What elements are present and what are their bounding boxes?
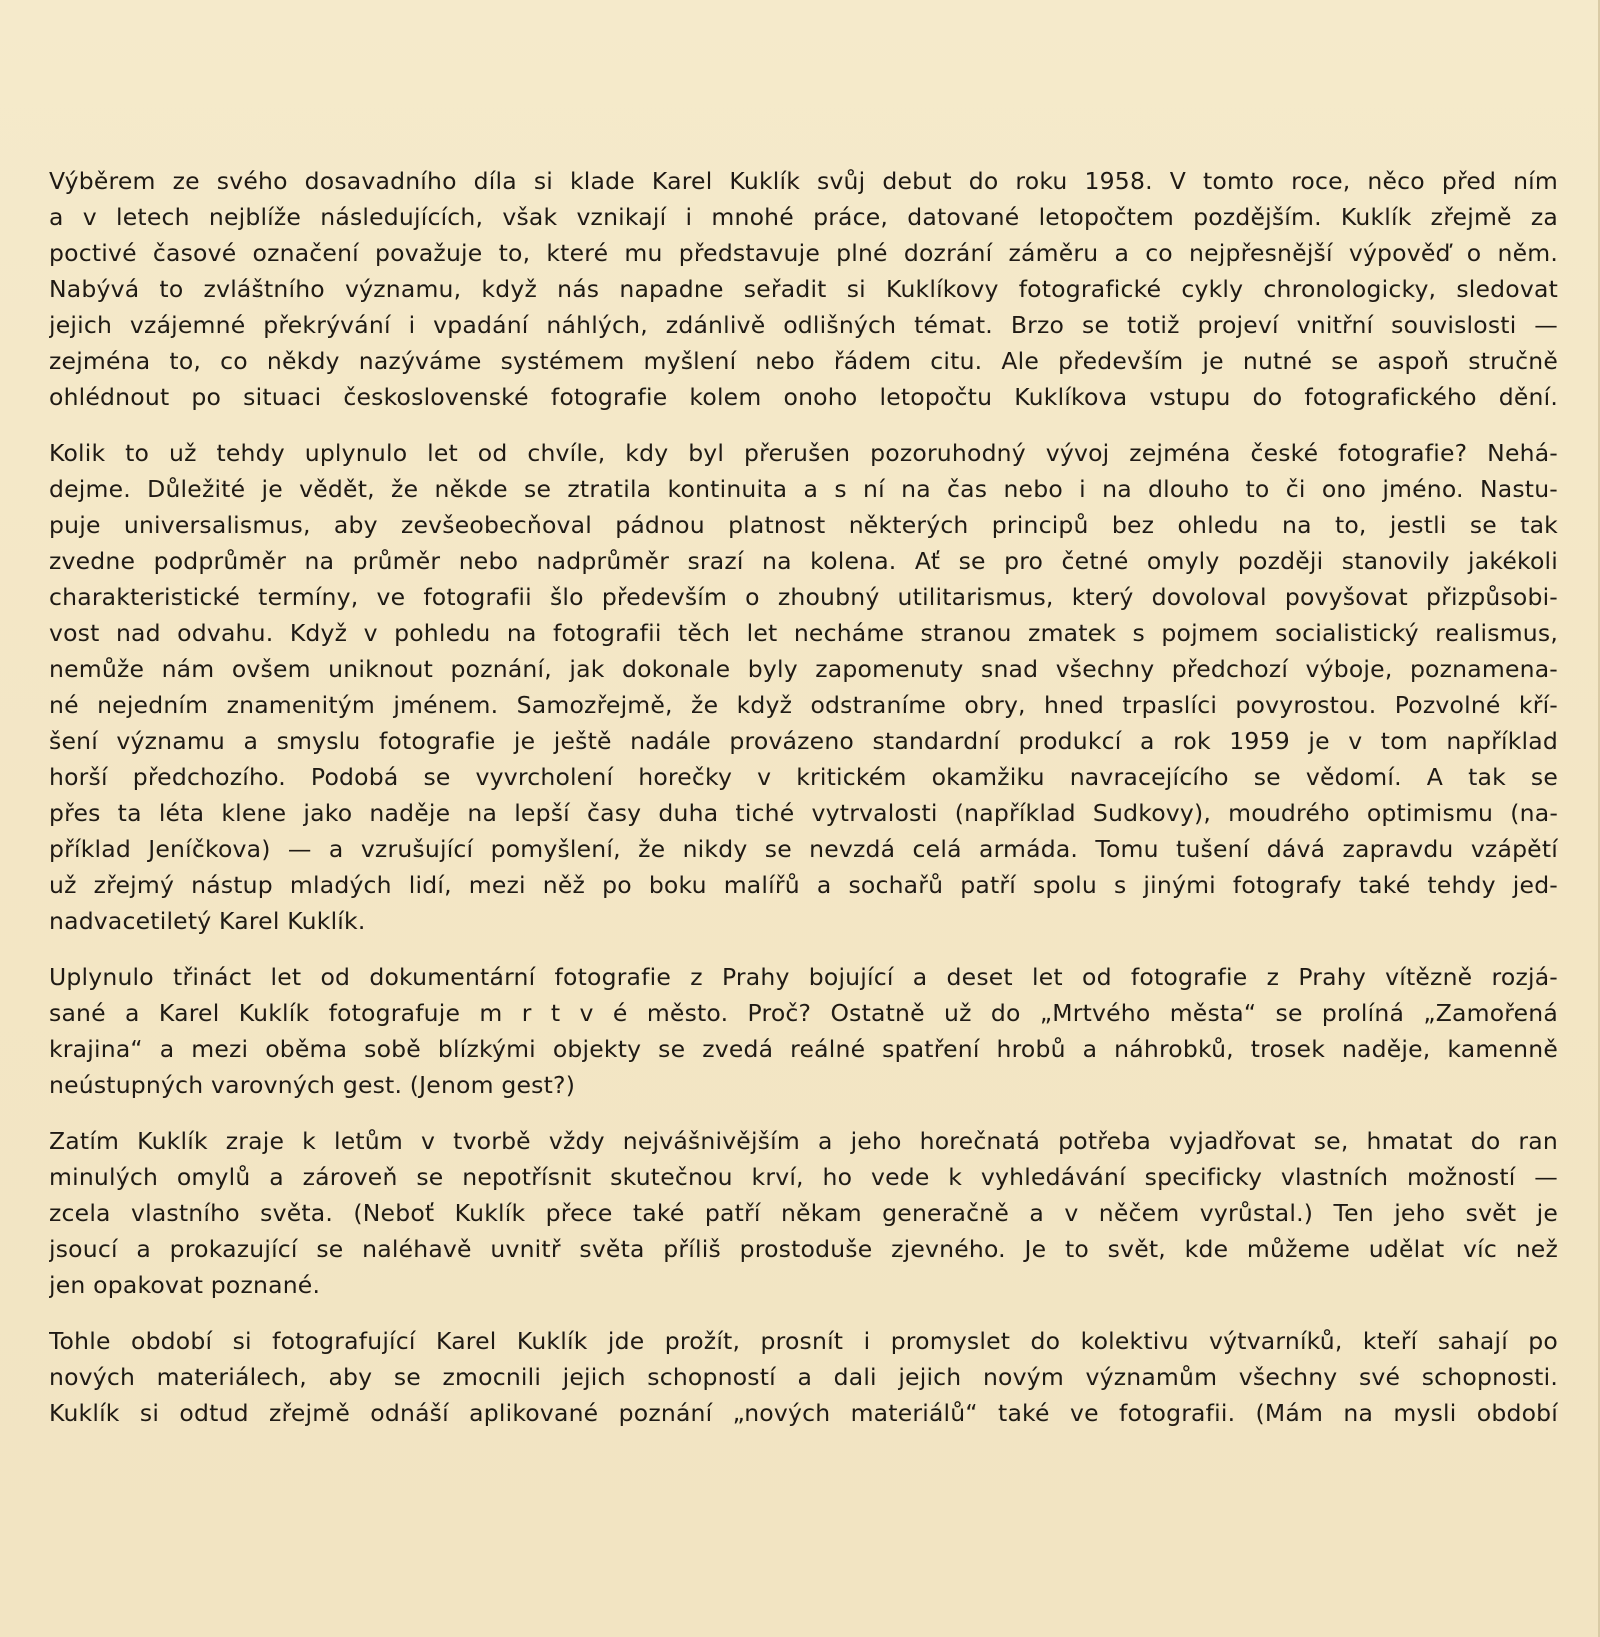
text-line: Kolik to už tehdy uplynulo let od chvíle, kdy byl přerušen pozoruhodný vývoj zejména české fotografie? Nehá- bbox=[49, 439, 1558, 467]
paragraph-3 bbox=[49, 959, 1558, 1103]
paragraph-4 bbox=[49, 1123, 1558, 1303]
text-line: zcela vlastního světa. (Neboť Kuklík přece také patří někam generačně a v něčem vyrůstal.) Ten jeho svět je bbox=[49, 1199, 1558, 1227]
text-line: krajina“ a mezi oběma sobě blízkými objekty se zvedá reálné spatření hrobů a náhrobků, trosek naděje, kamenně bbox=[49, 1035, 1558, 1063]
text-line: zvedne podprůměr na průměr nebo nadprůměr srazí na kolena. Ať se pro četné omyly později stanovily jakékoli bbox=[49, 547, 1558, 575]
text-line: poctivé časové označení považuje to, které mu představuje plné dozrání záměru a co nejpřesnější výpověď o něm. bbox=[49, 239, 1558, 267]
text-line: minulých omylů a zároveň se nepotřísnit skutečnou krví, ho vede k vyhledávání specificky vlastních možností — bbox=[49, 1163, 1558, 1191]
text-line: jen opakovat poznané. bbox=[49, 1271, 321, 1299]
text-line: Výběrem ze svého dosavadního díla si klade Karel Kuklík svůj debut do roku 1958. V tomto roce, něco před ním bbox=[49, 167, 1558, 195]
text-line: puje universalismus, aby zevšeobecňoval pádnou platnost některých principů bez ohledu na to, jestli se tak bbox=[49, 511, 1558, 539]
text-line: přes ta léta klene jako naděje na lepší časy duha tiché vytrvalosti (například Sudkovy), moudrého optimismu (na- bbox=[49, 799, 1558, 827]
text-line: už zřejmý nástup mladých lidí, mezi něž po boku malířů a sochařů patří spolu s jinými fotografy také tehdy jed- bbox=[49, 871, 1558, 899]
text-line: Uplynulo třináct let od dokumentární fotografie z Prahy bojující a deset let od fotografie z Prahy vítězně rozjá- bbox=[49, 963, 1558, 991]
text-line: neústupných varovných gest. (Jenom gest?) bbox=[49, 1071, 576, 1099]
text-line: dejme. Důležité je vědět, že někde se ztratila kontinuita a s ní na čas nebo i na dlouho to či ono jméno. Nastu- bbox=[49, 475, 1558, 503]
text-line: né nejedním znamenitým jménem. Samozřejmě, že když odstraníme obry, hned trpaslíci povyrostou. Pozvolné kří- bbox=[49, 691, 1558, 719]
paragraph-1 bbox=[49, 163, 1558, 415]
text-line: a v letech nejblíže následujících, však vznikají i mnohé práce, datované letopočtem pozdějším. Kuklík zřejmě za bbox=[49, 203, 1558, 231]
body-text bbox=[49, 163, 1558, 1451]
text-line: Nabývá to zvláštního významu, když nás napadne seřadit si Kuklíkovy fotografické cykly chronologicky, sledovat bbox=[49, 275, 1558, 303]
text-line: šení významu a smyslu fotografie je ještě nadále provázeno standardní produkcí a rok 1959 je v tom například bbox=[49, 727, 1558, 755]
text-line: jejich vzájemné překrývání i vpadání náhlých, zdánlivě odlišných témat. Brzo se totiž projeví vnitřní souvislosti — bbox=[49, 311, 1558, 339]
text-line: horší předchozího. Podobá se vyvrcholení horečky v kritickém okamžiku navracejícího se vědomí. A tak se bbox=[49, 763, 1558, 791]
text-line: vost nad odvahu. Když v pohledu na fotografii těch let necháme stranou zmatek s pojmem socialistický realismus, bbox=[49, 619, 1558, 647]
text-line: charakteristické termíny, ve fotografii šlo především o zhoubný utilitarismus, který dovoloval povyšovat přizpůsobi- bbox=[49, 583, 1558, 611]
text-line: Tohle období si fotografující Karel Kuklík jde prožít, prosnít i promyslet do kolektivu výtvarníků, kteří sahají po bbox=[49, 1327, 1558, 1355]
text-line: sané a Karel Kuklík fotografuje m r t v é město. Proč? Ostatně už do „Mrtvého města“ se prolíná „Zamořená bbox=[49, 999, 1558, 1027]
text-line: jsoucí a prokazující se naléhavě uvnitř světa příliš prostoduše zjevného. Je to svět, kde můžeme udělat víc než bbox=[49, 1235, 1558, 1263]
text-line: ohlédnout po situaci československé fotografie kolem onoho letopočtu Kuklíkova vstupu do fotografického dění. bbox=[49, 383, 1558, 411]
text-line: zejména to, co někdy nazýváme systémem myšlení nebo řádem citu. Ale především je nutné se aspoň stručně bbox=[49, 347, 1558, 375]
text-line: nemůže nám ovšem uniknout poznání, jak dokonale byly zapomenuty snad všechny předchozí výboje, poznamena- bbox=[49, 655, 1558, 683]
text-line: nadvacetiletý Karel Kuklík. bbox=[49, 907, 366, 935]
paragraph-2 bbox=[49, 435, 1558, 939]
text-line: Zatím Kuklík zraje k letům v tvorbě vždy nejvášnivějším a jeho horečnatá potřeba vyjadřovat se, hmatat do ran bbox=[49, 1127, 1558, 1155]
paragraph-5 bbox=[49, 1323, 1558, 1431]
text-line: Kuklík si odtud zřejmě odnáší aplikované poznání „nových materiálů“ také ve fotografii. (Mám na mysli období bbox=[49, 1399, 1558, 1427]
text-line: nových materiálech, aby se zmocnili jejich schopností a dali jejich novým významům všechny své schopnosti. bbox=[49, 1363, 1558, 1391]
text-line: příklad Jeníčkova) — a vzrušující pomyšlení, že nikdy se nevzdá celá armáda. Tomu tušení dává zapravdu vzápětí bbox=[49, 835, 1558, 863]
